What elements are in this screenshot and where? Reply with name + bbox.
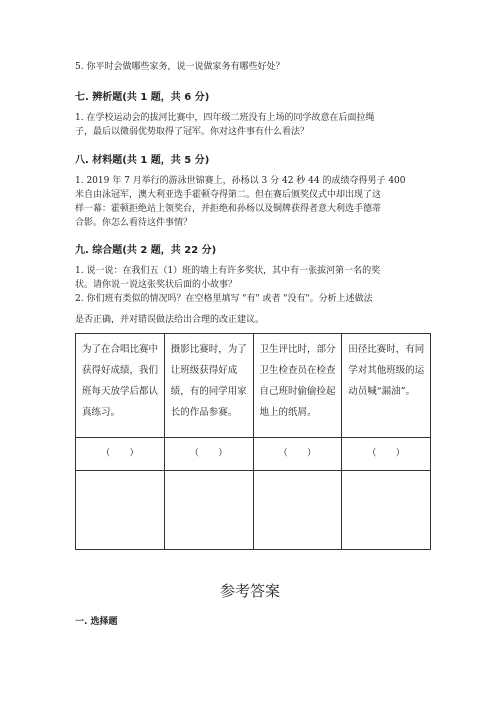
table-row (76, 334, 431, 438)
table-cell (164, 334, 253, 438)
table-row (76, 438, 431, 471)
section-9-line: 是否正确，并对错误做法给出合理的改正建议。 (75, 315, 265, 325)
cell-text: 为了在合唱比赛中获得好成绩，我们班每天放学后都认真练习。 (82, 344, 159, 418)
question-5: 5. 你平时会做哪些家务，说一说做家务有哪些好处？ (75, 62, 285, 72)
answer-blank: （ ） (278, 448, 317, 459)
table-cell (253, 334, 342, 438)
answers-subtitle: 一. 选择题 (75, 617, 118, 627)
answer-cell[interactable] (253, 438, 342, 471)
section-8-line: 合影。你怎么看待这件事情？ (75, 218, 193, 228)
section-9-line: 状。请你说一说这张奖状后面的小故事？ (75, 280, 238, 290)
suggestion-cell[interactable] (76, 471, 165, 550)
table-cell (76, 334, 165, 438)
section-9-title: 九. 综合题(共 2 题，共 22 分) (75, 245, 217, 256)
answer-blank: （ ） (100, 448, 139, 459)
answer-cell[interactable] (342, 438, 431, 471)
table-cell (342, 334, 431, 438)
cell-text: 摄影比赛时，为了让班级获得好成绩，有的同学用家长的作品参赛。 (170, 344, 247, 418)
section-8-line: 样一幕：霍顿拒绝站上领奖台，并拒绝和孙杨以及铜牌获得者意大利选手德蒂 (75, 204, 382, 214)
section-9-line: 1. 说一说：在我们五（1）班的墙上有许多奖状，其中有一张拔河第一名的奖 (75, 266, 381, 276)
evaluation-table (75, 333, 431, 550)
section-7-title: 七. 辨析题(共 1 题，共 6 分) (75, 92, 210, 103)
section-8-line: 1. 2019 年 7 月举行的游泳世锦赛上，孙杨以 3 分 42 秒 44 的成绩夺得男子 400 (75, 176, 406, 186)
cell-text: 卫生评比时，部分卫生检查员在检查自己班时偷偷捡起地上的纸屑。 (259, 344, 336, 418)
cell-text: 田径比赛时，有同学对其他班级的运动员喊“漏油”。 (348, 344, 425, 397)
suggestion-cell[interactable] (253, 471, 342, 550)
section-8-title: 八. 材料题(共 1 题，共 5 分) (75, 155, 210, 166)
section-8-line: 米自由泳冠军，澳大利亚选手霍顿夺得第二。但在赛后颁奖仪式中却出现了这 (75, 190, 382, 200)
answer-cell[interactable] (164, 438, 253, 471)
answers-title: 参考答案 (219, 582, 280, 600)
section-7-line: 1. 在学校运动会的拔河比赛中，四年级二班没有上场的同学故意在后面拉绳 (75, 113, 375, 123)
suggestion-cell[interactable] (342, 471, 431, 550)
answer-blank: （ ） (189, 448, 228, 459)
section-7-line: 子，最后以微弱优势取得了冠军。你对这件事有什么看法？ (75, 127, 310, 137)
table-row (76, 471, 431, 550)
section-9-line: 2. 你们班有类似的情况吗？在空格里填写 "有" 或者 "没有"。分析上述做法 (75, 294, 373, 304)
answer-cell[interactable] (76, 438, 165, 471)
suggestion-cell[interactable] (164, 471, 253, 550)
answer-blank: （ ） (367, 448, 406, 459)
